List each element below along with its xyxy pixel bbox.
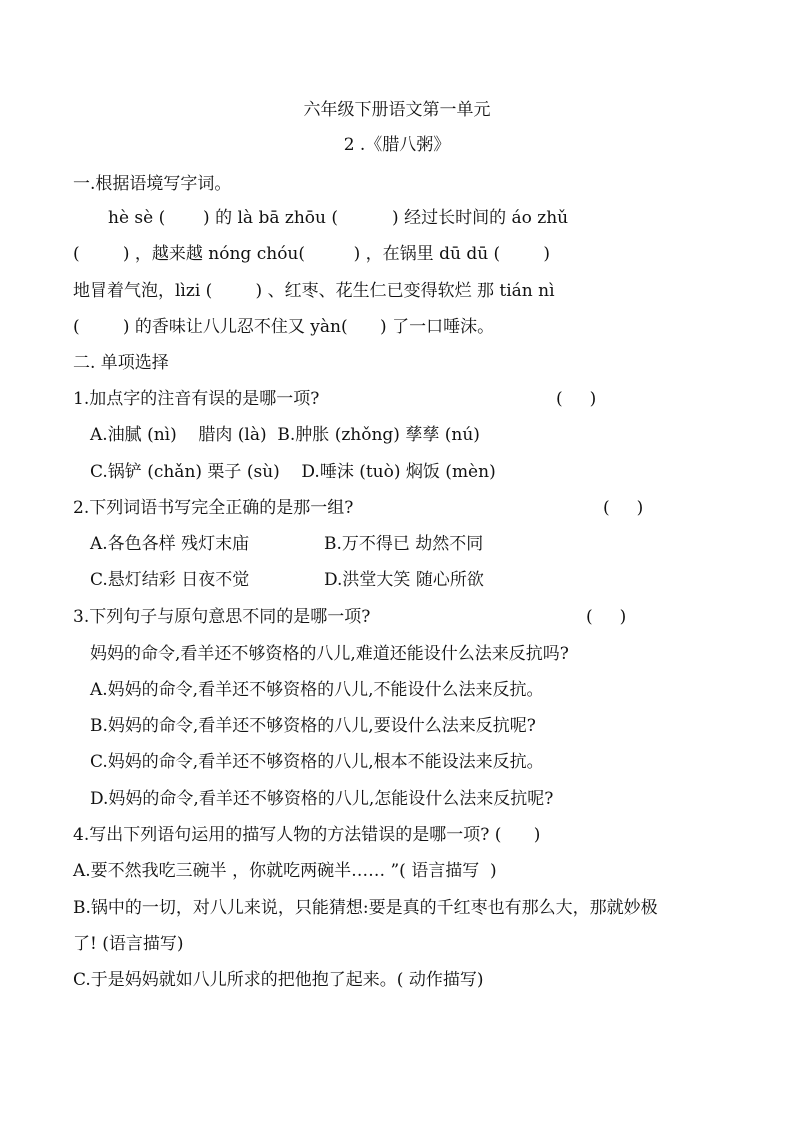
section-2-heading: 二. 单项选择 xyxy=(73,353,169,373)
question-2-option-b: B.万不得已 劫然不同 xyxy=(324,534,484,554)
question-2-option-d: D.洪堂大笑 随心所欲 xyxy=(324,570,484,590)
question-2-answer-blank: ( ) xyxy=(603,498,644,518)
section-1-heading: 一.根据语境写字词。 xyxy=(73,174,232,194)
question-3-original-sentence: 妈妈的命令,看羊还不够资格的八儿,难道还能设什么法来反抗吗? xyxy=(90,644,569,664)
question-1-options-cd: C.锅铲 (chǎn) 栗子 (sù) D.唾沫 (tuò) 焖饭 (mèn) xyxy=(90,462,496,482)
question-4-stem: 4.写出下列语句运用的描写人物的方法错误的是哪一项? ( ) xyxy=(73,825,541,845)
question-3-option-d: D.妈妈的命令,看羊还不够资格的八儿,怎能设什么法来反抗呢? xyxy=(90,789,554,809)
fill-line-3: 地冒着气泡，lìzi ( ) 、红枣、花生仁已变得软烂 那 tián nì xyxy=(73,281,555,301)
question-2-stem: 2.下列词语书写完全正确的是那一组? xyxy=(73,498,354,518)
fill-line-1: hè sè ( ) 的 là bā zhōu ( ) 经过长时间的 áo zhǔ xyxy=(108,208,569,228)
question-4-option-a: A.要不然我吃三碗半 ，你就吃两碗半…… ”( 语言描写 ) xyxy=(73,861,497,881)
worksheet-title: 六年级下册语文第一单元 xyxy=(303,100,491,120)
lesson-title: 2 .《腊八粥》 xyxy=(343,135,451,155)
question-1-answer-blank: ( ) xyxy=(556,389,597,409)
question-3-option-c: C.妈妈的命令,看羊还不够资格的八儿,根本不能设法来反抗。 xyxy=(90,752,544,772)
fill-line-2: ( ) ，越来越 nóng chóu( ) ，在锅里 dū dū ( ) xyxy=(73,244,551,264)
question-2-option-a: A.各色各样 残灯末庙 xyxy=(90,534,250,554)
question-4-option-c: C.于是妈妈就如八儿所求的把他抱了起来。( 动作描写) xyxy=(73,970,484,990)
question-3-option-a: A.妈妈的命令,看羊还不够资格的八儿,不能设什么法来反抗。 xyxy=(90,680,544,700)
question-3-answer-blank: ( ) xyxy=(586,607,627,627)
question-1-options-ab: A.油腻 (nì) 腊肉 (là) B.肿胀 (zhǒng) 孳孳 (nú) xyxy=(90,425,480,445)
question-3-option-b: B.妈妈的命令,看羊还不够资格的八儿,要设什么法来反抗呢? xyxy=(90,716,536,736)
question-4-option-b-line-1: B.锅中的一切，对八儿来说，只能猜想:要是真的千红枣也有那么大，那就妙极 xyxy=(73,898,658,918)
question-3-stem: 3.下列句子与原句意思不同的是哪一项? xyxy=(73,607,371,627)
question-2-option-c: C.悬灯结彩 日夜不觉 xyxy=(90,570,250,590)
fill-line-4: ( ) 的香味让八儿忍不住又 yàn( ) 了一口唾沫。 xyxy=(73,317,495,337)
question-1-stem: 1.加点字的注音有误的是哪一项? xyxy=(73,389,320,409)
question-4-option-b-line-2: 了! (语言描写) xyxy=(73,934,184,954)
